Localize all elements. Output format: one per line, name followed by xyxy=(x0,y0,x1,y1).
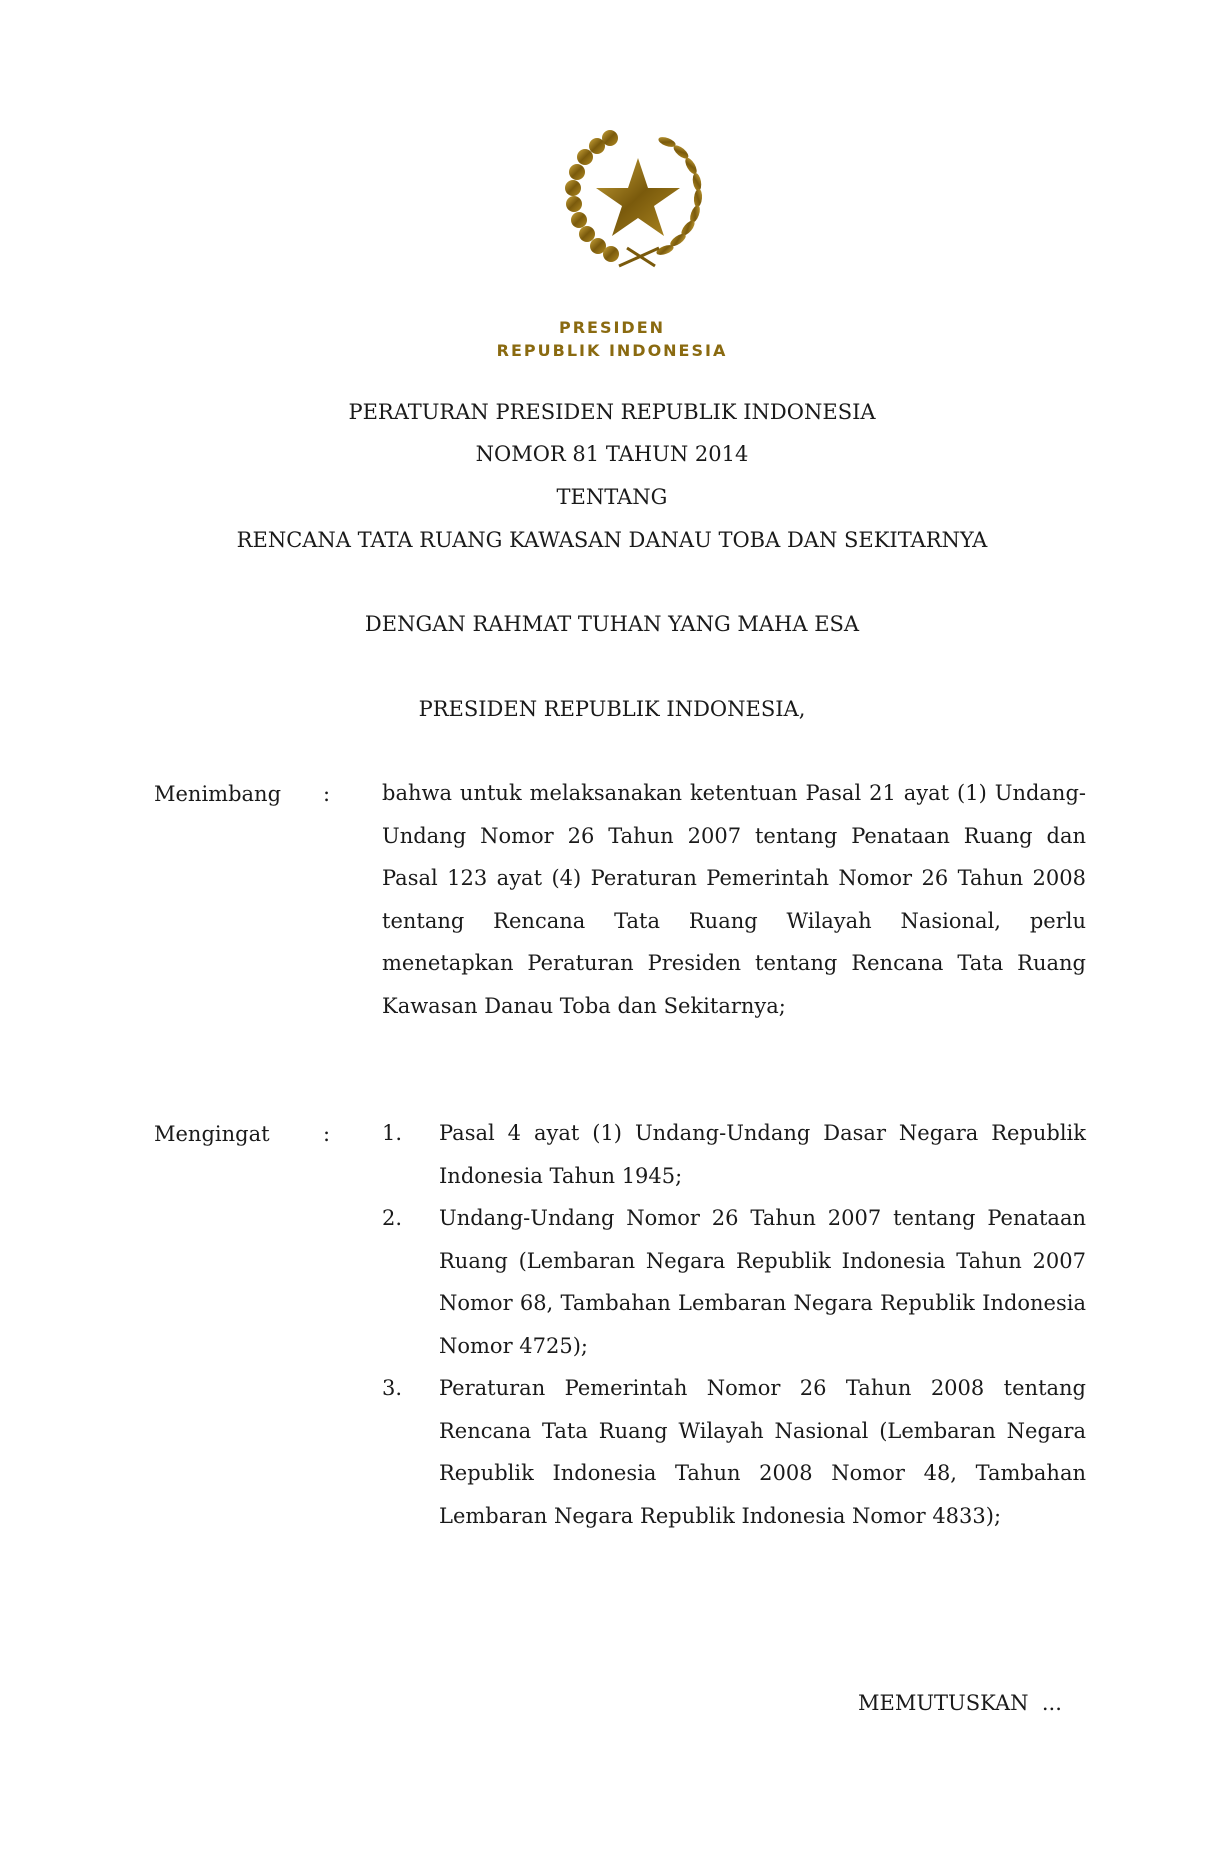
president-heading: PRESIDEN REPUBLIK INDONESIA, xyxy=(418,697,806,721)
mengingat-colon: : xyxy=(323,1122,331,1146)
invocation: DENGAN RAHMAT TUHAN YANG MAHA ESA xyxy=(364,612,860,636)
title-line-1: PERATURAN PRESIDEN REPUBLIK INDONESIA xyxy=(348,400,876,424)
title-line-4: RENCANA TATA RUANG KAWASAN DANAU TOBA DAN SEKITARNYA xyxy=(236,528,988,552)
mengingat-item xyxy=(382,1197,1086,1367)
mengingat-item xyxy=(382,1112,1086,1197)
item-text: Peraturan Pemerintah Nomor 26 Tahun 2008 tentang Rencana Tata Ruang Wilayah Nasional (Lembaran Negara Republik Indonesia Tahun 2008 Nomor 48, Tambahan Lembaran Negara Republik Indonesia Nomor 4833); xyxy=(439,1376,1086,1528)
letterhead-presiden: PRESIDEN xyxy=(558,318,666,337)
item-text: Pasal 4 ayat (1) Undang-Undang Dasar Negara Republik Indonesia Tahun 1945; xyxy=(439,1121,1086,1188)
mengingat-label: Mengingat xyxy=(154,1122,270,1146)
mengingat-list xyxy=(382,1112,1086,1537)
menimbang-colon: : xyxy=(323,782,331,806)
mengingat-item xyxy=(382,1367,1086,1537)
item-text: Undang-Undang Nomor 26 Tahun 2007 tentang Penataan Ruang (Lembaran Negara Republik Indonesia Tahun 2007 Nomor 68, Tambahan Lembaran Negara Republik Indonesia Nomor 4725); xyxy=(439,1206,1086,1358)
letterhead-republik-indonesia: REPUBLIK INDONESIA xyxy=(496,341,728,360)
menimbang-label: Menimbang xyxy=(154,782,282,806)
item-number: 1. xyxy=(382,1121,403,1145)
menimbang-paragraph: bahwa untuk melaksanakan ketentuan Pasal 21 ayat (1) Undang-Undang Nomor 26 Tahun 2007 tentang Penataan Ruang dan Pasal 123 ayat (4) Peraturan Pemerintah Nomor 26 Tahun 2008 tentang Rencana Tata Ruang Wilayah Nasional, perlu menetapkan Peraturan Presiden tentang Rencana Tata Ruang Kawasan Danau Toba dan Sekitarnya; xyxy=(382,781,1086,1018)
presidential-emblem-icon xyxy=(555,120,721,280)
item-number: 3. xyxy=(382,1376,403,1400)
title-line-2: NOMOR 81 TAHUN 2014 xyxy=(475,442,749,466)
title-line-3: TENTANG xyxy=(556,485,668,509)
item-number: 2. xyxy=(382,1206,403,1230)
page-continuation: MEMUTUSKAN ... xyxy=(858,1691,1062,1715)
menimbang-text xyxy=(382,772,1086,1027)
